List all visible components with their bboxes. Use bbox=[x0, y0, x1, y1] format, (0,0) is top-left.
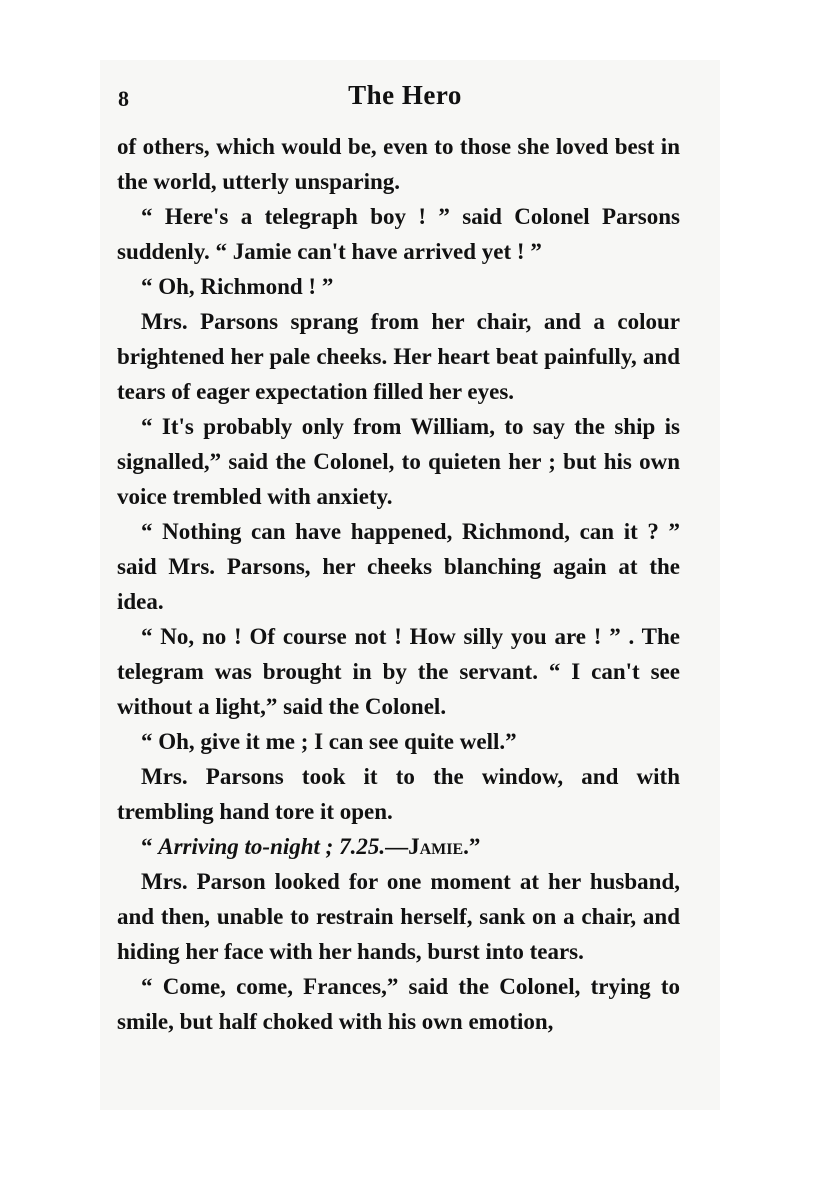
telegram-open-quote: “ bbox=[141, 834, 159, 859]
telegram-dash: — bbox=[385, 834, 409, 859]
paragraph: “ Here's a telegraph boy ! ” said Colonel Parsons suddenly. “ Jamie can't have arrived yet ! ” bbox=[117, 204, 680, 264]
body-text bbox=[117, 129, 680, 1039]
paragraph: “ Oh, give it me ; I can see quite well.” bbox=[141, 729, 517, 754]
paragraph: Mrs. Parsons took it to the window, and with trembling hand tore it open. bbox=[117, 764, 680, 824]
running-title: The Hero bbox=[348, 80, 462, 110]
paragraph: “ It's probably only from William, to say the ship is signalled,” said the Colonel, to quieten her ; but his own voice trembled with anxiety. bbox=[117, 414, 680, 509]
telegram-close-quote: .” bbox=[463, 834, 481, 859]
paragraph: of others, which would be, even to those she loved best in the world, utterly unsparing. bbox=[117, 134, 680, 194]
paragraph: Mrs. Parsons sprang from her chair, and a colour brightened her pale cheeks. Her heart beat painfully, and tears of eager expectation filled her eyes. bbox=[117, 309, 680, 404]
telegram-signature: Jamie bbox=[408, 834, 464, 859]
page-header bbox=[115, 80, 685, 116]
paragraph: “ No, no ! Of course not ! How silly you are ! ” . The telegram was brought in by the servant. “ I can't see without a light,” said the Colonel. bbox=[117, 624, 680, 719]
page-number: 8 bbox=[118, 86, 129, 111]
paragraph: Mrs. Parson looked for one moment at her husband, and then, unable to restrain herself, sank on a chair, and hiding her face with her hands, burst into tears. bbox=[117, 869, 680, 964]
paragraph: “ Nothing can have happened, Richmond, can it ? ” said Mrs. Parsons, her cheeks blanching again at the idea. bbox=[117, 519, 680, 614]
telegram-paragraph bbox=[117, 829, 680, 864]
paragraph: “ Come, come, Frances,” said the Colonel, trying to smile, but half choked with his own emotion, bbox=[117, 974, 680, 1034]
telegram-message: Arriving to-night ; 7.25. bbox=[158, 834, 386, 859]
paragraph: “ Oh, Richmond ! ” bbox=[141, 274, 334, 299]
